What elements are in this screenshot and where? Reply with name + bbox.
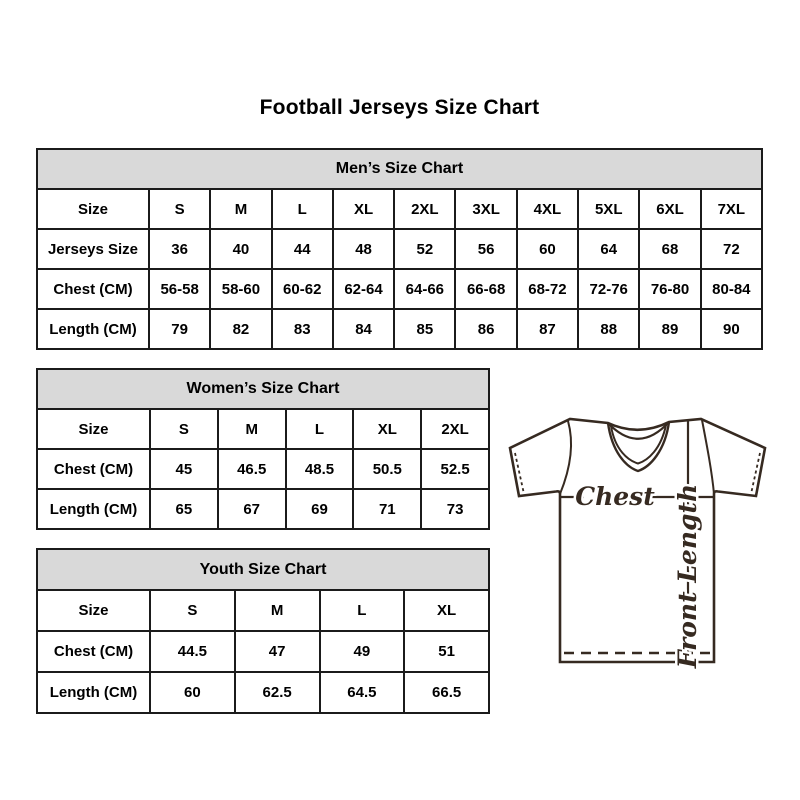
table-cell: 88 xyxy=(578,309,639,349)
table-cell: 48 xyxy=(333,229,394,269)
jersey-outline-shape xyxy=(510,419,765,662)
table-cell: 72-76 xyxy=(578,269,639,309)
table-cell: 67 xyxy=(218,489,286,529)
table-row xyxy=(37,409,489,449)
table-cell: 40 xyxy=(210,229,271,269)
table-cell: 49 xyxy=(320,631,405,672)
table-cell: 6XL xyxy=(639,189,700,229)
table-cell: 76-80 xyxy=(639,269,700,309)
table-cell: 52 xyxy=(394,229,455,269)
table-cell: 44 xyxy=(272,229,333,269)
youth-size-table xyxy=(36,548,490,714)
mens-size-table xyxy=(36,148,763,348)
table-cell: 64 xyxy=(578,229,639,269)
table-cell: 56-58 xyxy=(149,269,210,309)
table-cell: XL xyxy=(404,590,489,631)
table-title: Women’s Size Chart xyxy=(37,369,489,409)
table-cell: M xyxy=(218,409,286,449)
table-cell: S xyxy=(150,409,218,449)
table-row xyxy=(37,489,489,529)
table-cell: 45 xyxy=(150,449,218,489)
table-row xyxy=(37,269,762,309)
front-length-label: Front Length xyxy=(673,483,702,669)
table-cell: L xyxy=(286,409,354,449)
table-title: Youth Size Chart xyxy=(37,549,489,590)
table-cell: 50.5 xyxy=(353,449,421,489)
table-row xyxy=(37,449,489,489)
table-cell: 84 xyxy=(333,309,394,349)
table-cell: 64.5 xyxy=(320,672,405,713)
table-cell: 62.5 xyxy=(235,672,320,713)
table-cell: 83 xyxy=(272,309,333,349)
table-cell: 71 xyxy=(353,489,421,529)
table-cell: 47 xyxy=(235,631,320,672)
table-cell: 5XL xyxy=(578,189,639,229)
table-header-row xyxy=(37,149,762,189)
table-cell: 72 xyxy=(701,229,762,269)
womens-size-table xyxy=(36,368,490,528)
table-cell: 73 xyxy=(421,489,489,529)
table-cell: 7XL xyxy=(701,189,762,229)
table-cell: 2XL xyxy=(421,409,489,449)
table-cell: 60-62 xyxy=(272,269,333,309)
table-cell: 60 xyxy=(150,672,235,713)
table-cell: 80-84 xyxy=(701,269,762,309)
table-cell: 44.5 xyxy=(150,631,235,672)
table-row xyxy=(37,590,489,631)
table-cell: 52.5 xyxy=(421,449,489,489)
table-cell: 66-68 xyxy=(455,269,516,309)
row-label: Length (CM) xyxy=(37,489,150,529)
table-cell: 64-66 xyxy=(394,269,455,309)
table-cell: 62-64 xyxy=(333,269,394,309)
row-label: Length (CM) xyxy=(37,672,150,713)
table-row xyxy=(37,672,489,713)
table-cell: L xyxy=(320,590,405,631)
table-cell: 87 xyxy=(517,309,578,349)
page-title: Football Jerseys Size Chart xyxy=(259,96,540,119)
table-cell: 58-60 xyxy=(210,269,271,309)
table-cell: 68-72 xyxy=(517,269,578,309)
row-label: Size xyxy=(37,590,150,631)
table-row xyxy=(37,309,762,349)
table-row xyxy=(37,189,762,229)
table-cell: L xyxy=(272,189,333,229)
table-cell: 46.5 xyxy=(218,449,286,489)
table-title: Men’s Size Chart xyxy=(37,149,762,189)
table-row xyxy=(37,631,489,672)
table-cell: 65 xyxy=(150,489,218,529)
row-label: Jerseys Size xyxy=(37,229,149,269)
table-row xyxy=(37,229,762,269)
table-cell: 4XL xyxy=(517,189,578,229)
table-cell: XL xyxy=(333,189,394,229)
table-cell: M xyxy=(235,590,320,631)
row-label: Size xyxy=(37,409,150,449)
chest-label: Chest xyxy=(575,482,655,511)
row-label: Chest (CM) xyxy=(37,269,149,309)
table-cell: 85 xyxy=(394,309,455,349)
row-label: Size xyxy=(37,189,149,229)
table-cell: 56 xyxy=(455,229,516,269)
table-cell: 3XL xyxy=(455,189,516,229)
table-cell: M xyxy=(210,189,271,229)
table-cell: 86 xyxy=(455,309,516,349)
table-header-row xyxy=(37,549,489,590)
row-label: Length (CM) xyxy=(37,309,149,349)
table-cell: 69 xyxy=(286,489,354,529)
table-cell: 51 xyxy=(404,631,489,672)
table-cell: 2XL xyxy=(394,189,455,229)
table-cell: 68 xyxy=(639,229,700,269)
table-cell: 79 xyxy=(149,309,210,349)
table-cell: 89 xyxy=(639,309,700,349)
table-cell: XL xyxy=(353,409,421,449)
table-cell: 48.5 xyxy=(286,449,354,489)
row-label: Chest (CM) xyxy=(37,631,150,672)
table-cell: S xyxy=(150,590,235,631)
table-cell: 36 xyxy=(149,229,210,269)
row-label: Chest (CM) xyxy=(37,449,150,489)
table-cell: S xyxy=(149,189,210,229)
table-cell: 60 xyxy=(517,229,578,269)
table-cell: 82 xyxy=(210,309,271,349)
jersey-diagram xyxy=(498,404,778,674)
table-header-row xyxy=(37,369,489,409)
table-cell: 66.5 xyxy=(404,672,489,713)
table-cell: 90 xyxy=(701,309,762,349)
